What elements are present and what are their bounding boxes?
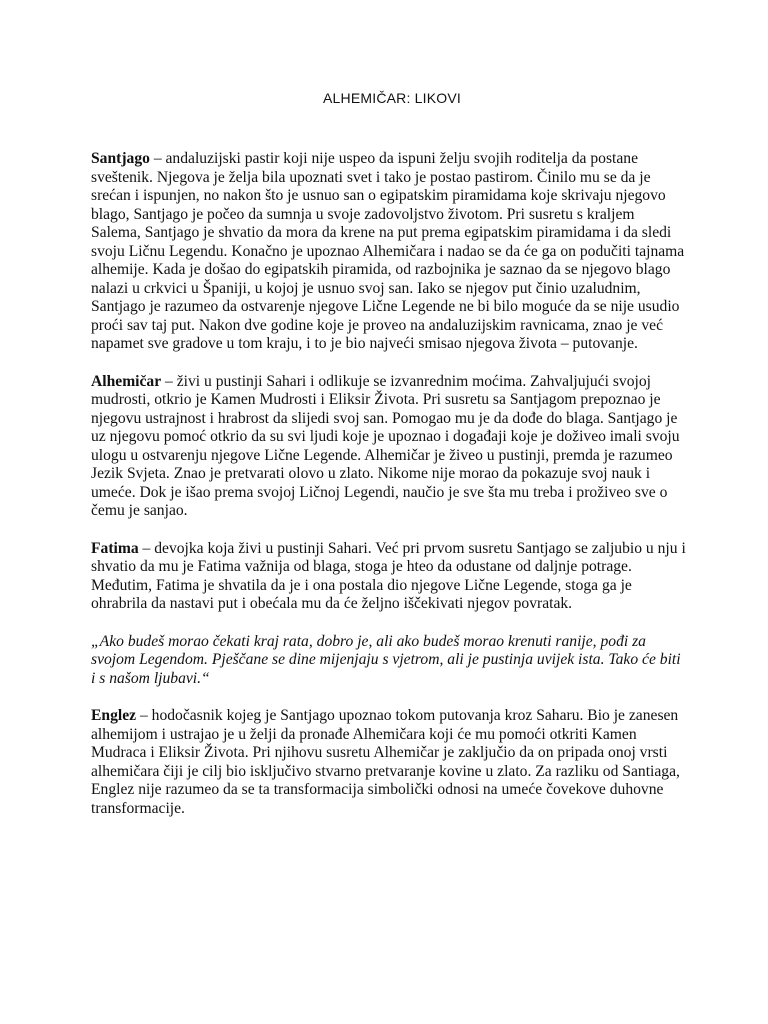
character-description: – devojka koja živi u pustinji Sahari. Već pri prvom susretu Santjago se zaljubio u nju i shvatio da mu je Fatima važnija od blaga, stoga je hteo da odustane od daljnje potrage. Međutim, Fatima je shvatila da je i ona postala dio njegove Lične Legende, stoga ga je ohrabrila da nastavi put i obećala mu da će željno iščekivati njegov povratak.: [91, 539, 686, 612]
character-description: – hodočasnik kojeg je Santjago upoznao tokom putovanja kroz Saharu. Bio je zanesen alhemijom i ustrajao je u želji da pronađe Alhemičara koji će mu pomoći otkriti Kamen Mudraca i Eliksir Života. Pri njihovu susretu Alhemičar je zaključio da on pripada onoj vrsti alhemičara čiji je cilj bio isključivo stvarno pretvaranje kovine u zlato. Za razliku od Santiaga, Englez nije razumeo da se ta transformacija simbolički odnosi na umeće čovekove duhovne transformacije.: [91, 707, 680, 817]
character-name: Santjago: [91, 150, 150, 167]
character-name: Englez: [91, 707, 137, 724]
character-description: – živi u pustinji Sahari i odlikuje se izvanrednim moćima. Zahvaljujući svojoj mudrosti, otkrio je Kamen Mudrosti i Eliksir Života. Pri susretu sa Santjagom prepoznao je njegovu ustrajnost i hrabrost da slijedi svoj san. Pomogao mu je da dođe do blaga. Santjago je uz njegovu pomoć otkrio da su svi ljudi koje je upoznao i događaji koje je doživeo imali svoju ulogu u ostvarenju njegove Lične Legende. Alhemičar je živeo u pustinji, premda je razumeo Jezik Svjeta. Znao je pretvarati olovo u zlato. Nikome nije morao da pokazuje svoj nauk i umeće. Dok je išao prema svojoj Ličnoj Legendi, naučio je sve šta mu treba i proživeo sve o čemu je sanjao.: [91, 372, 680, 519]
quote-paragraph: „Ako budeš morao čekati kraj rata, dobro je, ali ako budeš morao krenuti ranije, pođi za svojom Legendom. Pješčane se dine mijenjaju s vjetrom, ali je pustinja uvijek ista. Tako će biti i s našom ljubavi.“: [91, 632, 681, 687]
paragraph-santjago: [91, 150, 687, 354]
character-description: – andaluzijski pastir koji nije uspeo da ispuni želju svojih roditelja da postane sveštenik. Njegova je želja bila upoznati svet i tako je postao pastirom. Činilo mu se da je srećan i ispunjen, no nakon što je usnuo san o egipatskim piramidama koje skrivaju njegovo blago, Santjago je počeo da sumnja u svoje zadovoljstvo životom. Pri susretu s kraljem Salema, Santjago je shvatio da mora da krene na put prema egipatskim piramidama i da sledi svoju Ličnu Legendu. Konačno je upoznao Alhemičara i nadao se da će ga on podučiti tajnama alhemije. Kada je došao do egipatskih piramida, od razbojnika je saznao da se njegovo blago nalazi u crkvici u Španiji, u kojoj je usnuo svoj san. Iako se njegov put činio uzaludnim, Santjago je razumeo da ostvarenje njegove Lične Legende ne bi bilo moguće da se nije usudio proći sav taj put. Nakon dve godine koje je proveo na andaluzijskim ravnicama, znao je već napamet sve gradove u tom kraju, i to je bio najveći smisao njegova života – putovanje.: [91, 150, 685, 352]
paragraph-fatima: [91, 540, 687, 614]
character-name: Fatima: [91, 539, 139, 557]
character-name: Alhemičar: [91, 372, 162, 390]
paragraph-englez: [91, 707, 687, 818]
page-title: ALHEMIČAR: LIKOVI: [323, 90, 461, 106]
paragraph-alhemicar: [91, 373, 687, 521]
document-body: [91, 150, 687, 837]
